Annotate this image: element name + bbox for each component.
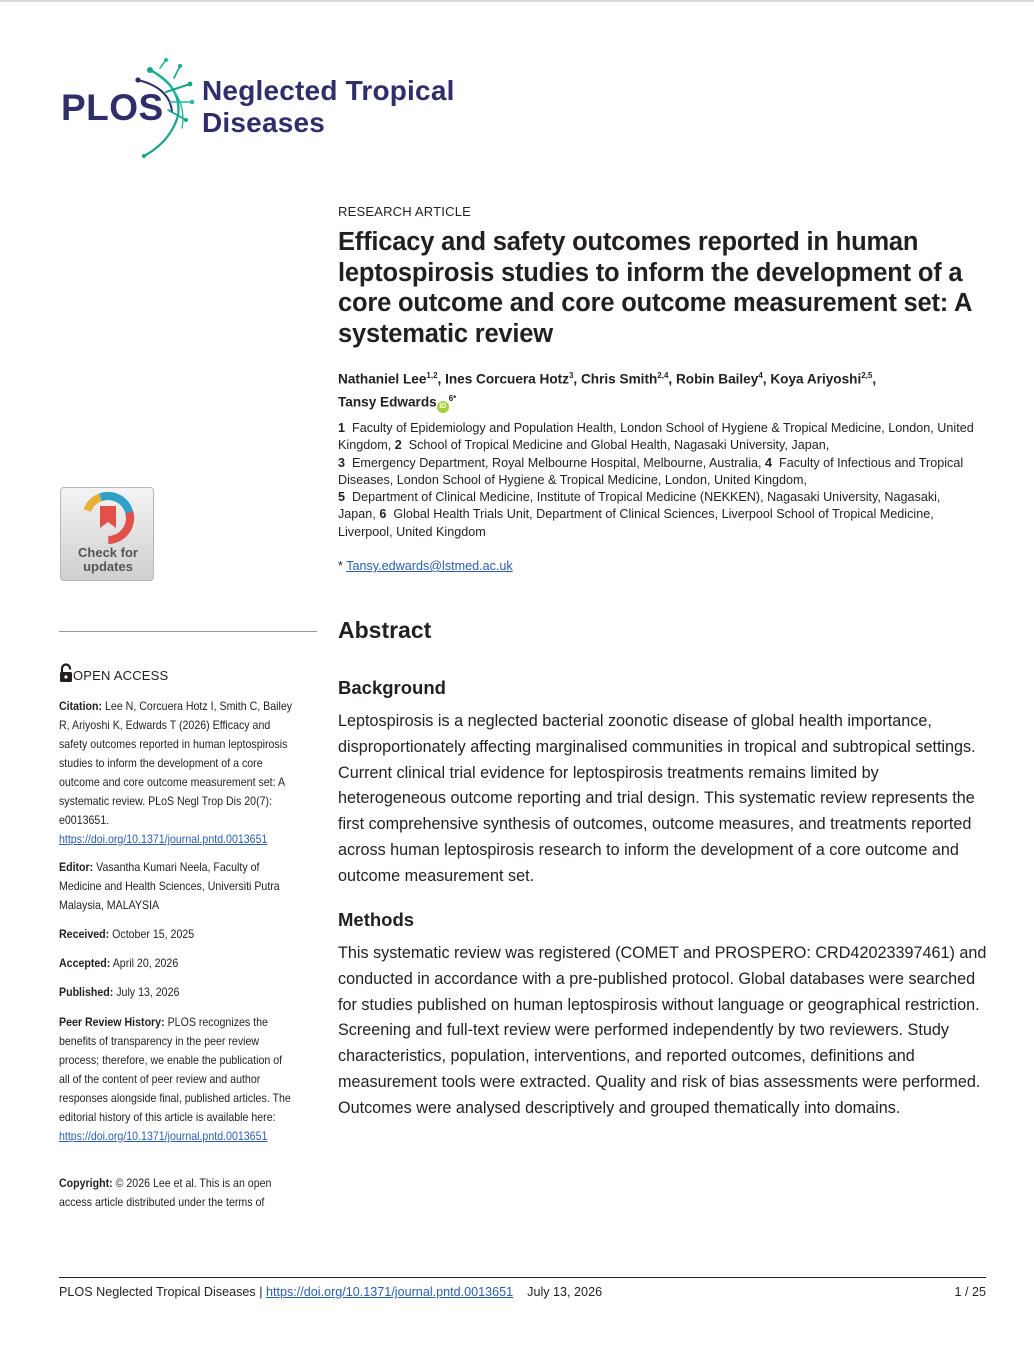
footer-doi-link[interactable]: https://doi.org/10.1371/journal.pntd.0013651 bbox=[265, 1285, 514, 1299]
copyright-block bbox=[59, 1174, 295, 1212]
accepted-label: Accepted: bbox=[59, 956, 111, 970]
check-for-updates-line2: updates bbox=[83, 559, 133, 574]
affiliation-number: 6 bbox=[379, 507, 387, 522]
check-for-updates-icon bbox=[61, 488, 155, 548]
affiliation-text: School of Tropical Medicine and Global Health, Nagasaki University, Japan, bbox=[408, 438, 830, 453]
citation-doi-link[interactable]: https://doi.org/10.1371/journal.pntd.0013651 bbox=[59, 832, 268, 846]
footer-rule bbox=[59, 1277, 986, 1278]
methods-heading: Methods bbox=[338, 909, 415, 930]
sidebar-divider bbox=[59, 631, 317, 632]
published-block bbox=[59, 983, 295, 1002]
author-separator: , bbox=[573, 371, 581, 387]
affiliation-number: 1 bbox=[338, 421, 346, 435]
abstract-heading: Abstract bbox=[338, 617, 432, 643]
editor-text: Vasantha Kumari Neela, Faculty of Medicine and Health Sciences, Universiti Putra Malaysia, MALAYSIA bbox=[59, 860, 280, 912]
logo-plos-wordmark: PLOS bbox=[61, 87, 164, 128]
author-name[interactable]: Robin Bailey bbox=[675, 371, 759, 387]
author-separator: , bbox=[437, 371, 446, 387]
logo-journal-name bbox=[202, 75, 455, 139]
article-title: Efficacy and safety outcomes reported in human leptospirosis studies to inform the development of a core outcome and core outcome measurement set: A systematic review bbox=[338, 228, 972, 348]
background-heading: Background bbox=[338, 677, 446, 698]
author-name[interactable]: Nathaniel Lee bbox=[338, 371, 427, 387]
orcid-icon[interactable]: iD bbox=[437, 401, 449, 413]
methods-paragraph: This systematic review was registered (COMET and PROSPERO: CRD42023397461) and conducted in accordance with a pre-published protocol. Global databases were searched for studies published on human leptospirosis without language or geographical restriction. Screening and full-text review were performed independently by two reviewers. Study characteristics, population, interventions, and reported outcomes, definitions and measurement tools were extracted. Quality and risk of bias assessments were performed. Outcomes were analysed descriptively and grouped thematically into domains. bbox=[338, 944, 987, 1117]
affiliation-text: Faculty of Infectious and Tropical Diseases, London School of Hygiene & Tropical Medicine, London, United Kingdom, bbox=[338, 455, 964, 487]
peer-review-link[interactable]: https://doi.org/10.1371/journal.pntd.0013651 bbox=[59, 1129, 268, 1143]
citation-block bbox=[59, 697, 295, 849]
author-affiliation-sup: 2,5 bbox=[861, 371, 873, 380]
affiliation-text: Emergency Department, Royal Melbourne Hospital, Melbourne, Australia, bbox=[352, 455, 762, 470]
author-name[interactable]: Tansy Edwards bbox=[338, 394, 437, 410]
footer-journal: PLOS Neglected Tropical Diseases bbox=[59, 1285, 256, 1299]
open-access-text: OPEN ACCESS bbox=[73, 668, 169, 683]
author-affiliation-sup: 2,4 bbox=[657, 371, 669, 380]
author-list bbox=[338, 366, 988, 413]
logo-journal-line2: Diseases bbox=[202, 107, 326, 138]
page-footer bbox=[59, 1285, 602, 1299]
peer-review-label: Peer Review History: bbox=[59, 1015, 165, 1029]
corresponding-author bbox=[338, 559, 988, 573]
author-separator: , bbox=[668, 371, 676, 387]
page-number: 1 / 25 bbox=[954, 1285, 986, 1299]
open-access-label bbox=[59, 663, 168, 683]
footer-separator: | bbox=[259, 1285, 263, 1299]
editor-block bbox=[59, 858, 295, 915]
received-date: October 15, 2025 bbox=[112, 927, 195, 941]
footer-date: July 13, 2026 bbox=[527, 1285, 603, 1299]
affiliation-number: 3 bbox=[338, 455, 346, 470]
editor-label: Editor: bbox=[59, 860, 94, 874]
citation-label: Citation: bbox=[59, 699, 103, 713]
citation-text: Lee N, Corcuera Hotz I, Smith C, Bailey R, Ariyoshi K, Edwards T (2026) Efficacy and safety outcomes reported in human leptospirosis studies to inform the development of a core outcome and core outcome measurement set: A systematic review. PLoS Negl Trop Dis 20(7): e0013651. bbox=[59, 699, 293, 827]
peer-review-block bbox=[59, 1013, 295, 1146]
affiliation-number: 4 bbox=[765, 455, 773, 470]
logo-burst-icon bbox=[110, 58, 200, 162]
accepted-date: April 20, 2026 bbox=[112, 956, 179, 970]
published-label: Published: bbox=[59, 985, 114, 999]
author-separator: , bbox=[762, 371, 771, 387]
article-type: RESEARCH ARTICLE bbox=[338, 204, 471, 219]
affiliation-text: Global Health Trials Unit, Department of Clinical Sciences, Liverpool School of Tropical Medicine, Liverpool, United Kingdom bbox=[338, 507, 934, 539]
accepted-block bbox=[59, 954, 295, 973]
author-separator: , bbox=[872, 371, 877, 387]
corresponding-email-link[interactable]: Tansy.edwards@lstmed.ac.uk bbox=[346, 559, 513, 573]
journal-logo[interactable] bbox=[58, 58, 478, 162]
received-block bbox=[59, 925, 295, 944]
affiliations bbox=[338, 420, 978, 541]
affiliation-text: Faculty of Epidemiology and Population Health, London School of Hygiene & Tropical Medicine, London, United Kingdom, bbox=[338, 421, 974, 453]
corresponding-marker: * bbox=[338, 559, 347, 573]
affiliation-text: Department of Clinical Medicine, Institute of Tropical Medicine (NEKKEN), Nagasaki University, Nagasaki, Japan, bbox=[338, 490, 941, 522]
author-affiliation-sup: 1,2 bbox=[426, 371, 438, 380]
background-paragraph: Leptospirosis is a neglected bacterial zoonotic disease of global health importance, disproportionately affecting marginalised communities in tropical and subtropical settings. Current clinical trial evidence for leptospirosis treatments remains limited by heterogeneous outcome reporting and trial design. This systematic review represents the first comprehensive synthesis of outcomes, outcome measures, and treatments reported across human leptospirosis research to inform the development of a core outcome and outcome measurement set. bbox=[338, 712, 976, 885]
top-border bbox=[0, 0, 1034, 2]
open-lock-icon bbox=[59, 663, 73, 683]
check-for-updates-label bbox=[61, 546, 155, 574]
check-for-updates-line1: Check for bbox=[78, 545, 138, 560]
author-name[interactable]: Chris Smith bbox=[580, 371, 658, 387]
published-date: July 13, 2026 bbox=[116, 985, 180, 999]
author-name[interactable]: Ines Corcuera Hotz bbox=[445, 371, 569, 387]
copyright-text: © 2026 Lee et al. This is an open access article distributed under the terms of bbox=[59, 1176, 272, 1209]
affiliation-number: 2 bbox=[394, 438, 402, 453]
copyright-label: Copyright: bbox=[59, 1176, 113, 1190]
author-affiliation-sup: 4 bbox=[758, 371, 763, 380]
check-for-updates-button[interactable] bbox=[60, 487, 154, 581]
peer-review-text: PLOS recognizes the benefits of transparency in the peer review process; therefore, we enable the publication of all of the content of peer review and author responses alongside final, published articles. The editorial history of this article is available here: bbox=[59, 1015, 291, 1124]
author-affiliation-sup: 3 bbox=[568, 371, 574, 380]
logo-journal-line1: Neglected Tropical bbox=[202, 75, 455, 106]
author-affiliation-sup: 6* bbox=[448, 394, 457, 404]
author-name[interactable]: Koya Ariyoshi bbox=[770, 371, 862, 387]
affiliation-number: 5 bbox=[338, 490, 346, 505]
received-label: Received: bbox=[59, 927, 110, 941]
